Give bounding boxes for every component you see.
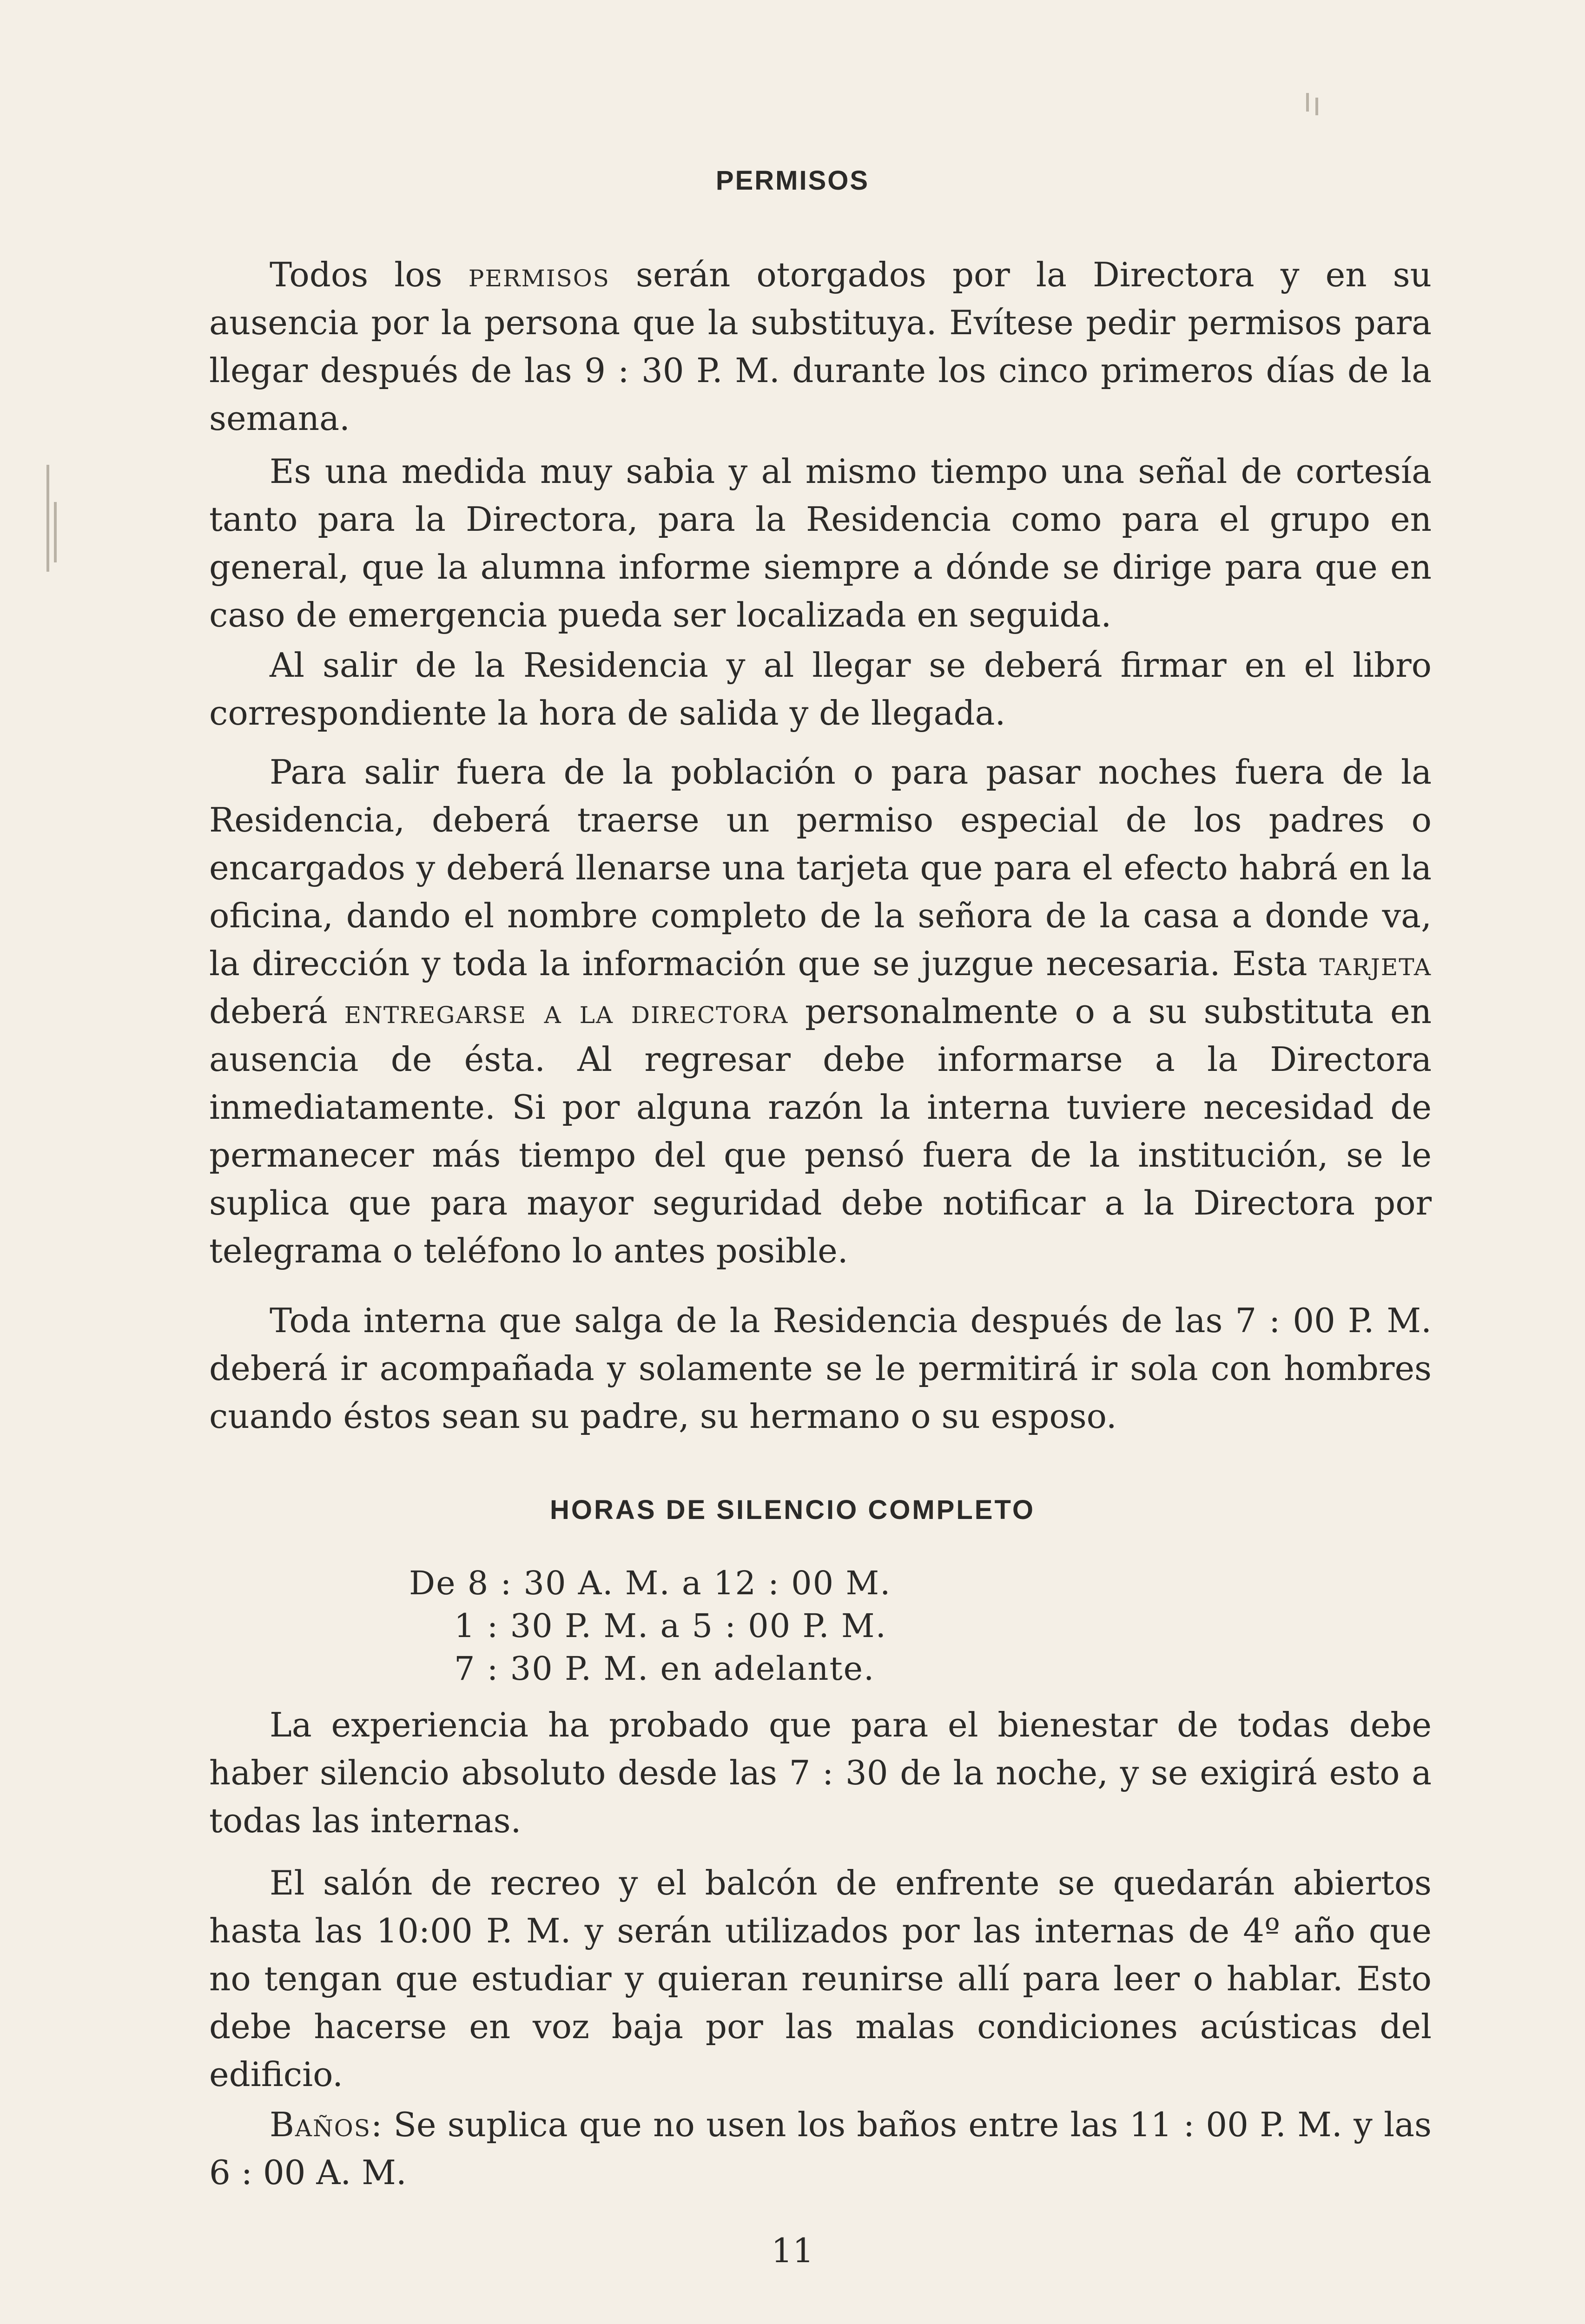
section-heading-silencio: HORAS DE SILENCIO COMPLETO xyxy=(550,1495,1035,1525)
text-run: El salón de recreo y el balcón de enfrente se quedarán abiertos hasta las 10:00 P. M. y serán utilizados por las internas de 4º año que no tengan que estudiar y quieran reunirse allí para leer o hablar. Esto debe hacerse en voz baja por las malas condiciones acústicas del edificio. xyxy=(209,1863,1432,2094)
silence-schedule xyxy=(409,1562,891,1690)
text-run: personalmente o a su substituta en ausencia de ésta. Al regresar debe informarse a la Directora inmediatamente. Si por alguna razón la interna tuviere necesidad de permanecer más tiempo del que pensó fuera de la institución, se le suplica que para mayor seguridad debe notificar a la Directora por telegrama o teléfono lo antes posible. xyxy=(209,992,1432,1270)
schedule-row: 1 : 30 P. M. a 5 : 00 P. M. xyxy=(409,1607,887,1645)
paragraph-acompanada xyxy=(209,1297,1432,1440)
schedule-row: De 8 : 30 A. M. a 12 : 00 M. xyxy=(409,1564,892,1602)
scan-mark xyxy=(1315,98,1318,115)
paragraph-experiencia xyxy=(209,1701,1432,1845)
text-run: Para salir fuera de la población o para pasar noches fuera de la Residencia, deberá traerse un permiso especial de los padres o encargados y deberá llenarse una tarjeta que para el efecto habrá en la oficina, dando el nombre completo de la señora de la casa a donde va, la dirección y toda la información que se juzgue necesaria. Esta xyxy=(209,753,1432,983)
small-caps-run: permisos xyxy=(468,255,610,294)
schedule-row: 7 : 30 P. M. en adelante. xyxy=(409,1650,875,1688)
paragraph-medida xyxy=(209,448,1432,639)
section-heading-permisos: PERMISOS xyxy=(715,165,870,196)
paragraph-banos xyxy=(209,2101,1432,2197)
text-run: Todos los xyxy=(270,255,469,294)
paragraph-permisos xyxy=(209,251,1432,442)
text-run: La experiencia ha probado que para el bienestar de todas debe haber silencio absoluto desde las 7 : 30 de la noche, y se exigirá esto a todas las internas. xyxy=(209,1705,1432,1840)
small-caps-run: entregarse a la directora xyxy=(344,992,789,1031)
scan-mark xyxy=(54,502,57,562)
scan-mark xyxy=(46,465,49,572)
small-caps-run: Baños xyxy=(270,2105,371,2144)
text-run: : Se suplica que no usen los baños entre las 11 : 00 P. M. y las 6 : 00 A. M. xyxy=(209,2105,1432,2192)
text-run: Toda interna que salga de la Residencia después de las 7 : 00 P. M. deberá ir acompañada y solamente se le permitirá ir sola con hombres cuando éstos sean su padre, su hermano o su esposo. xyxy=(209,1301,1432,1436)
small-caps-run: tarjeta xyxy=(1319,944,1432,983)
text-run: serán otorgados por la Directora y en su ausencia por la persona que la substituya. Evítese pedir permisos para llegar después de las 9 : 30 P. M. durante los cinco primeros días de la semana. xyxy=(209,255,1432,438)
text-run: deberá xyxy=(209,992,344,1031)
scan-mark xyxy=(1306,93,1309,112)
paragraph-salon-recreo xyxy=(209,1859,1432,2099)
paragraph-firmar-libro xyxy=(209,641,1432,737)
text-run: Al salir de la Residencia y al llegar se deberá firmar en el libro correspondiente la hora de salida y de llegada. xyxy=(209,646,1432,733)
paragraph-salir-poblacion xyxy=(209,748,1432,1275)
page-number: 11 xyxy=(771,2231,814,2270)
text-run: Es una medida muy sabia y al mismo tiempo una señal de cortesía tanto para la Directora, para la Residencia como para el grupo en general, que la alumna informe siempre a dónde se dirige para que en caso de emergencia pueda ser localizada en seguida. xyxy=(209,452,1432,634)
